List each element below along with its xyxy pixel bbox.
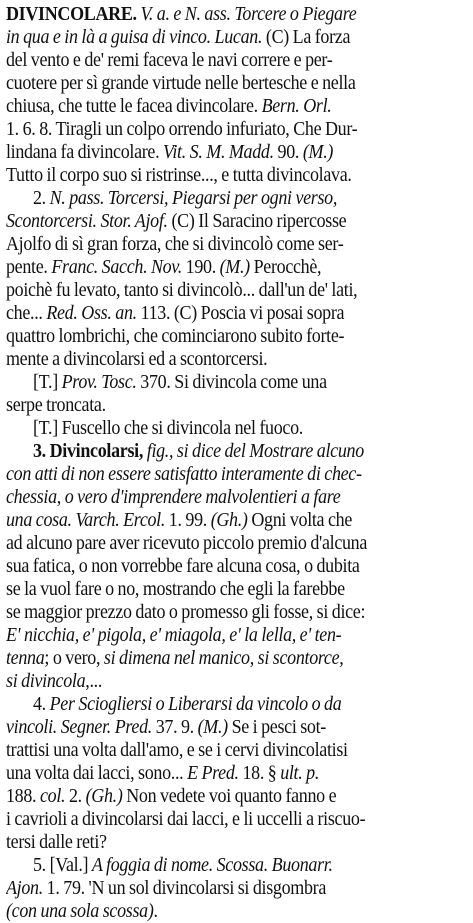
body-text: . [153, 900, 158, 922]
body-text: i cavrioli a divincolarsi dai lacci, e li uccelli a riscuo- [6, 808, 366, 830]
entry-line [6, 739, 421, 762]
entry-line [6, 302, 421, 325]
entry-line [6, 3, 421, 26]
body-text: 90. [273, 141, 303, 163]
body-text: se maggior prezzo dato o promesso gli fosse, si dice: [6, 601, 366, 623]
body-text: Ogni volta che [247, 509, 353, 531]
entry-line [6, 900, 421, 923]
entry-line [6, 716, 421, 739]
entry-line [6, 808, 421, 831]
body-text: 5. [Val.] [33, 854, 92, 876]
body-text: serpe troncata. [6, 394, 106, 416]
entry-line [6, 601, 421, 624]
body-text: Ajolfo di sì gran forza, che si divincolò come ser- [6, 233, 344, 255]
entry-line [6, 578, 421, 601]
body-text: 1. 79. 'N un sol divincolarsi si disgombra [42, 877, 327, 899]
italic-text: (con una sola scossa) [6, 900, 154, 922]
body-text: (C) La forza [262, 26, 351, 48]
italic-text: Red. Oss. an. [46, 302, 137, 324]
entry-line [6, 831, 421, 854]
body-text: [T.] [33, 371, 62, 393]
entry-line [6, 854, 421, 877]
italic-text: Prov. Tosc. [61, 371, 137, 393]
entry-line [6, 785, 421, 808]
entry-line [6, 762, 421, 785]
italic-text: A foggia di nome. Scossa. Buonarr. [91, 854, 333, 876]
body-text: 37. 9. [151, 716, 198, 738]
body-text: 18. § [238, 762, 281, 784]
entry-line [6, 256, 421, 279]
entry-line [6, 532, 421, 555]
body-text: 1. 99. [165, 509, 211, 531]
body-text: ad alcuno pare aver ricevuto piccolo premio d'alcuna [6, 532, 368, 554]
italic-text: V. a. e N. ass. Torcere o Piegare [140, 3, 357, 25]
body-text: poichè fu levato, tanto si divincolò... dall'un de' lati, [6, 279, 358, 301]
italic-text: con atti di non essere satisfatto interamente di chec- [6, 463, 362, 485]
italic-text: (M.) [197, 716, 228, 738]
entry-line [6, 233, 421, 256]
entry-line [6, 325, 421, 348]
body-text: 1. 6. 8. Tiragli un colpo orrendo infuriato, Che Dur- [6, 118, 358, 140]
body-text: che... [6, 302, 47, 324]
entry-line [6, 509, 421, 532]
body-text: 188. [6, 785, 40, 807]
italic-text: Bern. Orl. [261, 95, 332, 117]
entry-line [6, 647, 421, 670]
body-text: lindana fa divincolare. [6, 141, 164, 163]
entry-line [6, 394, 421, 417]
italic-text: E Pred. [187, 762, 239, 784]
entry-line [6, 693, 421, 716]
italic-text: (M.) [219, 256, 250, 278]
body-text: mente a divincolarsi ed a scontorcersi. [6, 348, 268, 370]
body-text: 2. [65, 785, 86, 807]
body-text: 113. (C) Posciа vi posai sopra [136, 302, 345, 324]
entry-line [6, 555, 421, 578]
entry-line [6, 279, 421, 302]
body-text: 4. [33, 693, 50, 715]
body-text: 190. [181, 256, 220, 278]
body-text: quattro lombrichi, che cominciarono subito forte- [6, 325, 345, 347]
italic-text: chessia, o vero d'imprendere malvolentieri a fare [6, 486, 341, 508]
italic-text: (Gh.) [210, 509, 248, 531]
body-text: cuotere per sì grande virtude nelle bertesche e nella [6, 72, 356, 94]
italic-text: fig., si dice del Mostrare alcuno [146, 440, 364, 462]
body-text: 370. Si divincola come una [136, 371, 327, 393]
italic-text: Per Sciogliersi o Liberarsi da vincolo o da [49, 693, 342, 715]
entry-line [6, 72, 421, 95]
entry-line [6, 26, 421, 49]
italic-text: ult. p. [280, 762, 320, 784]
headword-text: DIVINCOLARE. [6, 3, 137, 25]
italic-text: Ajon. [6, 877, 43, 899]
italic-text: tenna [6, 647, 45, 669]
entry-line [6, 670, 421, 693]
entry-line [6, 348, 421, 371]
body-text: Non vedete voi quanto fanno e [122, 785, 337, 807]
italic-text: vincoli. Segner. Pred. [6, 716, 152, 738]
italic-text: Scontorcersi. Stor. Ajof. [6, 210, 168, 232]
entry-line [6, 417, 421, 440]
body-text: Se i pesci sot- [227, 716, 326, 738]
italic-text: (Gh.) [85, 785, 123, 807]
italic-text: una cosa. Varch. Ercol. [6, 509, 166, 531]
entry-line [6, 141, 421, 164]
entry-line [6, 486, 421, 509]
body-text: chiusa, che tutte le facea divincolare. [6, 95, 262, 117]
dictionary-entry-divincolare [6, 3, 467, 923]
italic-text: in qua e in là a guisa di vinco. Lucan. [6, 26, 263, 48]
italic-text: si divincola [6, 670, 86, 692]
italic-text: si dimena nel manico, si scontorce, [103, 647, 344, 669]
entry-line [6, 49, 421, 72]
italic-text: Vit. S. M. Madd. [163, 141, 274, 163]
entry-line [6, 164, 421, 187]
body-text: trattisi una volta dall'amo, e se i cervi divincolatisi [6, 739, 348, 761]
italic-text: N. pass. Torcersi, Piegarsi per ogni verso, [49, 187, 338, 209]
italic-text: E' nicchia, e' pigola, e' miagola, e' la lella, e' ten- [6, 624, 342, 646]
entry-line [6, 118, 421, 141]
entry-line [6, 95, 421, 118]
entry-line [6, 371, 421, 394]
body-text: Perocchè, [249, 256, 322, 278]
body-text: se la vuol fare o no, mostrando che egli la farebbe [6, 578, 345, 600]
entry-line [6, 210, 421, 233]
body-text: 2. [33, 187, 50, 209]
body-text: ,... [85, 670, 103, 692]
entry-line [6, 463, 421, 486]
body-text: del vento e de' remi faceva le navi correre e per- [6, 49, 333, 71]
headword-text: 3. Divincolarsi, [33, 440, 144, 462]
italic-text: (M.) [302, 141, 334, 163]
entry-line [6, 624, 421, 647]
entry-line [6, 440, 421, 463]
italic-text: Franc. Sacch. Nov. [51, 256, 182, 278]
body-text: ; o vero, [44, 647, 104, 669]
body-text: pente. [6, 256, 52, 278]
entry-line [6, 187, 421, 210]
body-text: Tutto il corpo suo si ristrinse..., e tutta divincolava. [6, 164, 352, 186]
body-text: una volta dai lacci, sono... [6, 762, 188, 784]
body-text: [T.] Fuscello che si divincola nel fuoco. [33, 417, 303, 439]
entry-line [6, 877, 421, 900]
italic-text: col. [39, 785, 66, 807]
body-text: (C) Il Saracino ripercosse [167, 210, 347, 232]
body-text: tersi dalle reti? [6, 831, 107, 853]
body-text: sua fatica, o non vorrebbe fare alcuna cosa, o dubita [6, 555, 360, 577]
